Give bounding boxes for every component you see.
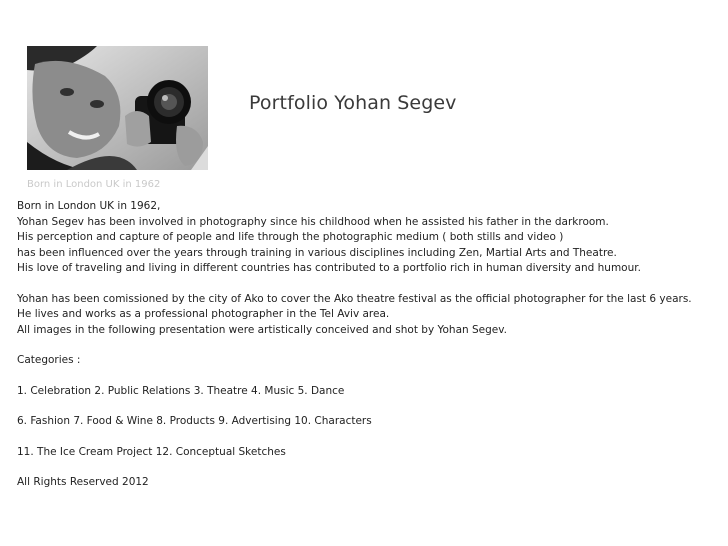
bio-line: Yohan Segev has been involved in photography since his childhood when he assisted his father in the darkroom.	[17, 215, 609, 228]
rights-notice: All Rights Reserved 2012	[17, 476, 149, 488]
bio-line: has been influenced over the years through training in various disciplines including Zen, Martial Arts and Theatre.	[17, 246, 617, 259]
portrait-photo	[27, 46, 208, 170]
bio-line: His perception and capture of people and life through the photographic medium ( both stills and video )	[17, 231, 564, 243]
page-title: Portfolio Yohan Segev	[249, 92, 457, 114]
bio-line: His love of traveling and living in different countries has contributed to a portfolio rich in human diversity and humour.	[17, 262, 641, 274]
bio-line: Born in London UK in 1962,	[17, 200, 161, 212]
categories-line-1: 1. Celebration 2. Public Relations 3. Theatre 4. Music 5. Dance	[17, 384, 345, 397]
categories-heading: Categories :	[17, 354, 81, 366]
commission-line: He lives and works as a professional photographer in the Tel Aviv area.	[17, 308, 390, 320]
commission-line: All images in the following presentation were artistically conceived and shot by Yohan Segev.	[17, 323, 508, 336]
categories-line-3: 11. The Ice Cream Project 12. Conceptual Sketches	[17, 445, 286, 458]
categories-line-2: 6. Fashion 7. Food & Wine 8. Products 9. Advertising 10. Characters	[17, 415, 372, 427]
commission-line: Yohan has been comissioned by the city of Ako to cover the Ako theatre festival as the official photographer for the last 6 years.	[17, 292, 692, 305]
photographer-with-camera-image	[27, 46, 208, 170]
faded-caption: Born in London UK in 1962	[27, 179, 161, 190]
bio-text	[17, 199, 717, 491]
